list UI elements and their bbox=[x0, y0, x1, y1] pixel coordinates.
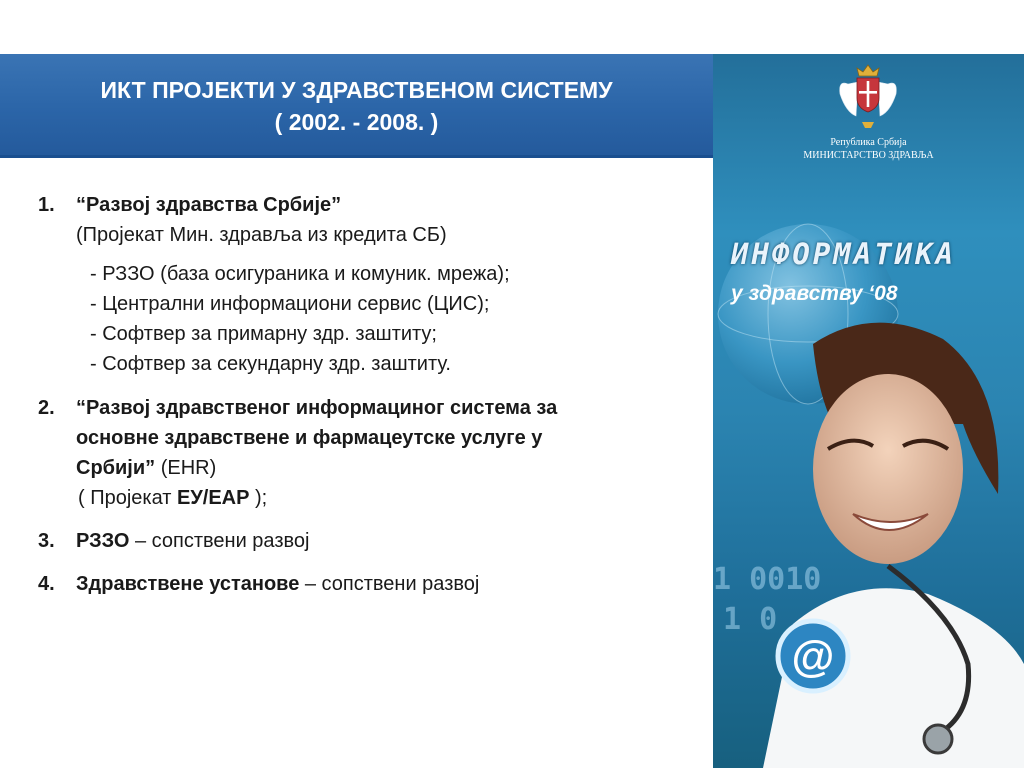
ministry-name bbox=[713, 136, 1024, 162]
list-item bbox=[38, 569, 708, 599]
ministry-header bbox=[713, 54, 1024, 194]
note-prefix: ( Пројекат bbox=[78, 487, 177, 509]
sub-bullet-list bbox=[38, 259, 708, 379]
serbia-coat-of-arms-icon bbox=[713, 54, 1024, 134]
item-note bbox=[76, 483, 708, 513]
item-heading-rest: (EHR) bbox=[155, 457, 217, 479]
item-heading-line: “Развој здравственог информациног система за bbox=[76, 397, 558, 419]
item-rest: – сопствени развој bbox=[299, 573, 480, 595]
face-graphic bbox=[813, 374, 963, 564]
sub-bullet: - Софтвер за примарну здр. заштиту; bbox=[90, 323, 437, 345]
sub-bullet: - Централни информациони сервис (ЦИС); bbox=[90, 293, 490, 315]
list-item bbox=[38, 526, 708, 556]
sub-bullet: - РЗЗО (база осигураника и комуник. мрежа); bbox=[90, 263, 510, 285]
stethoscope-graphic bbox=[924, 725, 952, 753]
item-heading: “Развој здравства Србије” bbox=[76, 194, 342, 216]
slide-title bbox=[0, 74, 713, 138]
banner-title: ИНФОРМАТИКА bbox=[731, 237, 957, 271]
banner-illustration bbox=[713, 194, 1024, 768]
banner-subtitle: у здравству ‘08 bbox=[731, 282, 898, 305]
item-number: 2. bbox=[38, 397, 55, 419]
item-bold: РЗЗО bbox=[76, 530, 130, 552]
item-rest: – сопствени развој bbox=[129, 530, 310, 552]
slide-title-line2: ( 2002. - 2008. ) bbox=[274, 109, 439, 135]
note-suffix: ); bbox=[249, 487, 268, 509]
ministry-line2: МИНИСТАРСТВО ЗДРАВЉА bbox=[803, 150, 934, 161]
list-item bbox=[38, 190, 708, 250]
item-heading-line bbox=[76, 453, 708, 483]
item-heading-bold: Србији” bbox=[76, 457, 156, 479]
note-bold: ЕУ/ЕАР bbox=[177, 487, 250, 509]
item-number: 4. bbox=[38, 573, 55, 595]
svg-text:1 0010: 1 0010 bbox=[713, 562, 822, 597]
sub-bullet: - Софтвер за секундарну здр. заштиту. bbox=[90, 353, 451, 375]
ministry-line1: Република Србија bbox=[830, 137, 907, 148]
slide-title-line1: ИКТ ПРОЈЕКТИ У ЗДРАВСТВЕНОМ СИСТЕМУ bbox=[100, 77, 613, 103]
promo-banner bbox=[713, 54, 1024, 768]
list-item bbox=[38, 393, 708, 513]
at-symbol: @ bbox=[791, 632, 835, 681]
item-text bbox=[76, 526, 708, 556]
project-list bbox=[38, 190, 708, 599]
title-bar bbox=[0, 54, 713, 158]
item-heading-line: основне здравствене и фармацеутске услуге у bbox=[76, 427, 543, 449]
item-number: 3. bbox=[38, 530, 55, 552]
svg-text:1 0: 1 0 bbox=[723, 602, 778, 637]
item-bold: Здравствене установе bbox=[76, 573, 300, 595]
item-text bbox=[76, 569, 708, 599]
item-note: (Пројекат Мин. здравља из кредита СБ) bbox=[76, 224, 447, 246]
top-band bbox=[0, 0, 1024, 54]
item-number: 1. bbox=[38, 194, 55, 216]
